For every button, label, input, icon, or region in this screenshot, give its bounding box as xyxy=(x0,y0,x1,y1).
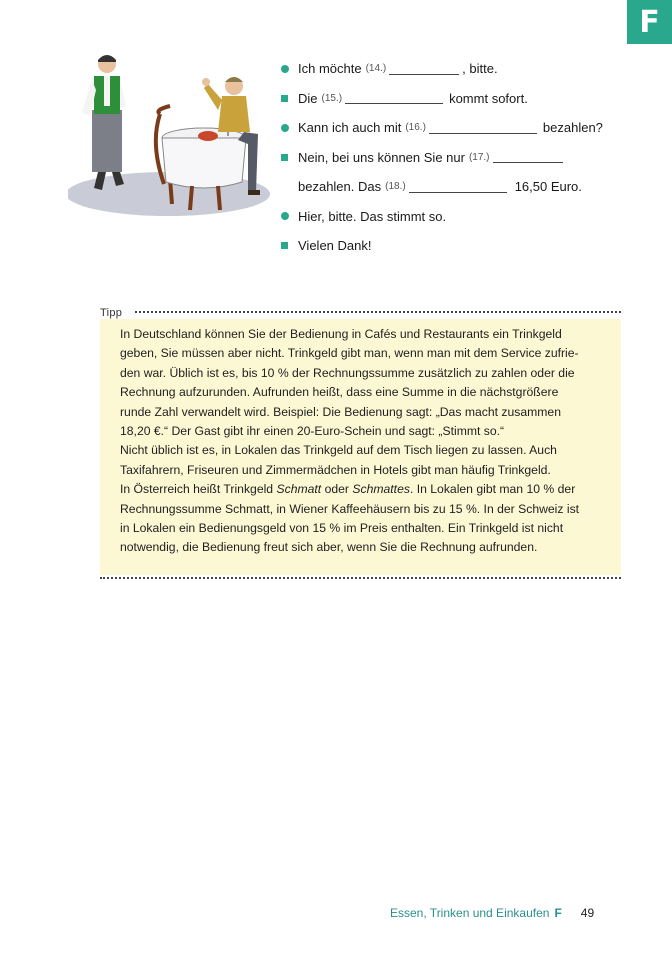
line-text: Vielen Dank! xyxy=(298,238,372,254)
square-bullet xyxy=(281,95,288,102)
line-text: Kann ich auch mit xyxy=(298,120,402,136)
page-number: 49 xyxy=(580,906,595,920)
line-text: kommt sofort. xyxy=(449,90,528,106)
page-footer xyxy=(390,906,594,920)
tipp-line: notwendig, die Bedienung freut sich aber, wenn Sie die Rechnung aufrunden. xyxy=(120,540,538,555)
item-number: (15.) xyxy=(321,92,343,104)
dialogue-line xyxy=(280,202,660,232)
chapter-tab xyxy=(627,0,672,44)
term-schmatt: Schmatt xyxy=(276,482,322,497)
item-number: (14.) xyxy=(365,63,387,75)
tipp-label: Tipp xyxy=(100,307,123,319)
tipp-line: den war. Üblich ist es, bis 10 % der Rechnungssumme zusätzlich zu zahlen oder die xyxy=(120,365,575,380)
dialogue-line-14 xyxy=(280,54,660,84)
circle-bullet xyxy=(281,65,289,73)
dialogue-line-17 xyxy=(280,143,660,173)
tipp-line-austria: In Österreich heißt Trinkgeld Schmatt oder Schmattes. In Lokalen gibt man 10 % der xyxy=(120,482,576,497)
circle-bullet xyxy=(281,124,289,132)
restaurant-illustration xyxy=(68,54,274,226)
dialogue-line-16 xyxy=(280,113,660,143)
dotted-divider-bottom xyxy=(100,577,621,579)
chapter-title: Essen, Trinken und Einkaufen xyxy=(390,906,550,920)
item-number: (18.) xyxy=(385,181,406,193)
tipp-line: Nicht üblich ist es, in Lokalen das Trinkgeld auf dem Tisch liegen zu lassen. Auch xyxy=(120,443,557,458)
dialogue-line-18 xyxy=(280,172,660,202)
tipp-line: 18,20 €.“ Der Gast gibt ihr einen 20-Euro-Schein und sagt: „Stimmt so.“ xyxy=(120,424,505,439)
tipp-line: Rechnungssumme Schmatt, in Wiener Kaffeehäusern bis zu 15 %. In der Schweiz ist xyxy=(120,501,580,516)
tipp-line: geben, Sie müssen aber nicht. Trinkgeld gibt man, wenn man mit dem Service zufrie- xyxy=(120,346,579,361)
line-text: bezahlen. Das xyxy=(298,179,382,195)
dotted-divider-top xyxy=(135,311,621,313)
term-schmattes: Schmattes xyxy=(352,482,410,497)
answer-blank-18[interactable] xyxy=(409,181,507,193)
line-text: Hier, bitte. Das stimmt so. xyxy=(298,208,447,224)
line-text: Ich möchte xyxy=(298,61,362,77)
line-text: Die xyxy=(298,90,318,106)
tipp-line: Rechnung aufzurunden. Aufrunden heißt, dass eine Summe in die nächstgrößere xyxy=(120,385,559,400)
square-bullet xyxy=(281,242,288,249)
line-text: 16,50 Euro. xyxy=(514,179,582,195)
dialogue-line-15 xyxy=(280,84,660,114)
waiter-figure xyxy=(82,55,126,190)
answer-blank-17[interactable] xyxy=(493,151,563,163)
answer-blank-14[interactable] xyxy=(389,63,459,75)
line-text: Nein, bei uns können Sie nur xyxy=(298,149,465,165)
tipp-box xyxy=(100,319,621,575)
tipp-line: runde Zahl verwandelt wird. Beispiel: Die Bedienung sagt: „Das macht zusammen xyxy=(120,404,561,419)
tipp-line: Taxifahrern, Friseuren und Zimmermädchen in Hotels gibt man häufig Trinkgeld. xyxy=(120,462,551,477)
tipp-line: In Deutschland können Sie der Bedienung in Cafés und Restaurants ein Trinkgeld xyxy=(120,327,562,341)
item-number: (16.) xyxy=(405,122,426,134)
tipp-line: in Lokalen ein Bedienungsgeld von 15 % im Preis enthalten. Ein Trinkgeld ist nicht xyxy=(120,521,564,536)
dialogue-line xyxy=(280,231,660,261)
chapter-letter: F xyxy=(639,4,660,40)
square-bullet xyxy=(281,154,288,161)
item-number: (17.) xyxy=(468,151,490,163)
answer-blank-16[interactable] xyxy=(429,122,537,134)
line-text: , bitte. xyxy=(462,61,498,77)
dialogue-exercise xyxy=(280,54,660,261)
line-text: bezahlen? xyxy=(542,120,603,136)
chapter-letter: F xyxy=(554,906,562,920)
circle-bullet xyxy=(281,212,289,220)
answer-blank-15[interactable] xyxy=(345,92,443,104)
